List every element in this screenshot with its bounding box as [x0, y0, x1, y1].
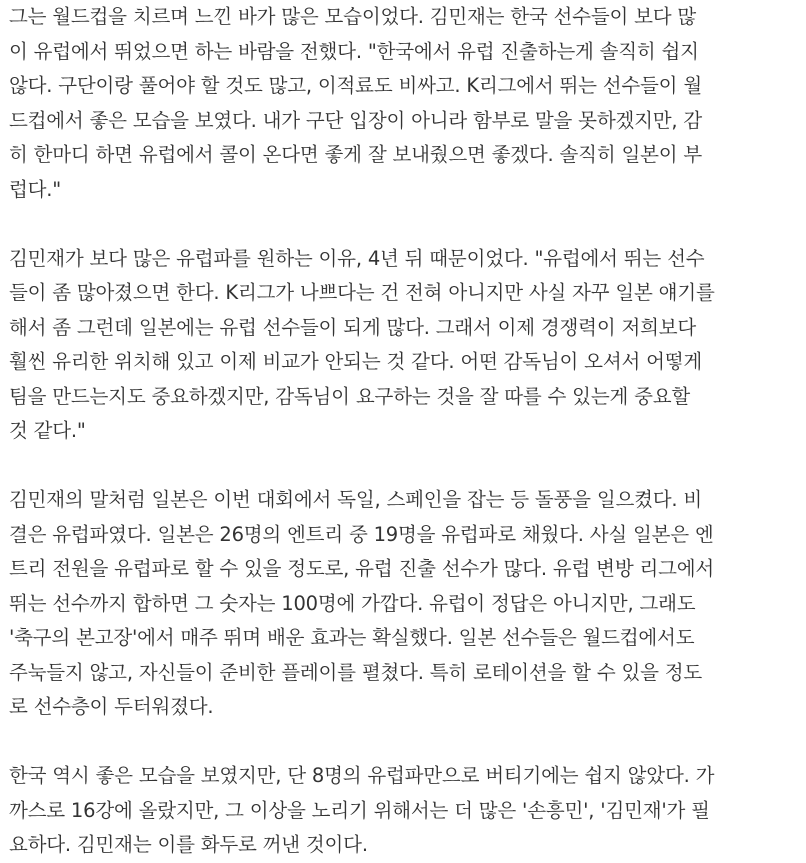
paragraph-spacer [9, 449, 801, 484]
paragraph-line: 않다. 구단이랑 풀어야 할 것도 많고, 이적료도 비싸고. K리그에서 뛰는 선수들이 월 [9, 74, 702, 97]
paragraph-line: 주눅들지 않고, 자신들이 준비한 플레이를 펼쳤다. 특히 로테이션을 할 수 있을 정도 [9, 660, 703, 684]
paragraph-2 [9, 242, 801, 449]
paragraph-line: 것 같다." [9, 419, 86, 442]
paragraph-line: 뛰는 선수까지 합하면 그 숫자는 100명에 가깝다. 유럽이 정답은 아니지만, 그래도 [9, 591, 696, 615]
paragraph-line: '축구의 본고장'에서 매주 뛰며 배운 효과는 확실했다. 일본 선수들은 월드컵에서도 [9, 626, 695, 649]
paragraph-3 [9, 483, 801, 725]
paragraph-line: 김민재가 보다 많은 유럽파를 원하는 이유, 4년 뒤 때문이었다. "유럽에서 뛰는 선수 [9, 246, 705, 270]
paragraph-4 [9, 759, 801, 863]
paragraph-line: 이 유럽에서 뛰었으면 하는 바람을 전했다. "한국에서 유럽 진출하는게 솔직히 쉽지 [9, 39, 699, 63]
article-body [9, 0, 801, 863]
paragraph-line: 그는 월드컵을 치르며 느낀 바가 많은 모습이었다. 김민재는 한국 선수들이 보다 많 [9, 5, 697, 28]
paragraph-line: 해서 좀 그런데 일본에는 유럽 선수들이 되게 많다. 그래서 이제 경쟁력이 저희보다 [9, 315, 697, 339]
paragraph-line: 김민재의 말처럼 일본은 이번 대회에서 독일, 스페인을 잡는 등 돌풍을 일으켰다. 비 [9, 488, 703, 511]
paragraph-line: 럽다." [9, 177, 62, 201]
paragraph-line: 드컵에서 좋은 모습을 보였다. 내가 구단 입장이 아니라 함부로 말을 못하겠지만, 감 [9, 108, 703, 132]
paragraph-line: 들이 좀 많아졌으면 한다. K리그가 나쁘다는 건 전혀 아니지만 사실 자꾸 일본 얘기를 [9, 281, 715, 304]
paragraph-spacer [9, 207, 801, 242]
paragraph-line: 한국 역시 좋은 모습을 보였지만, 단 8명의 유럽파만으로 버티기에는 쉽지 않았다. 가 [9, 764, 715, 787]
paragraph-line: 요하다. 김민재는 이를 화두로 꺼낸 것이다. [9, 833, 368, 856]
paragraph-line: 까스로 16강에 올랐지만, 그 이상을 노리기 위해서는 더 많은 '손흥민', '김민재'가 필 [9, 798, 710, 822]
paragraph-line: 로 선수층이 두터워졌다. [9, 695, 214, 718]
paragraph-line: 팀을 만드는지도 중요하겠지만, 감독님이 요구하는 것을 잘 따를 수 있는게 중요할 [9, 384, 691, 408]
paragraph-1 [9, 0, 801, 207]
paragraph-line: 트리 전원을 유럽파로 할 수 있을 정도로, 유럽 진출 선수가 많다. 유럽 변방 리그에서 [9, 557, 714, 580]
paragraph-line: 훨씬 유리한 위치해 있고 이제 비교가 안되는 것 같다. 어떤 감독님이 오셔서 어떻게 [9, 350, 703, 373]
paragraph-spacer [9, 725, 801, 760]
paragraph-line: 히 한마디 하면 유럽에서 콜이 온다면 좋게 잘 보내줬으면 좋겠다. 솔직히 일본이 부 [9, 143, 703, 166]
paragraph-line: 결은 유럽파였다. 일본은 26명의 엔트리 중 19명을 유럽파로 채웠다. 사실 일본은 엔 [9, 522, 714, 546]
